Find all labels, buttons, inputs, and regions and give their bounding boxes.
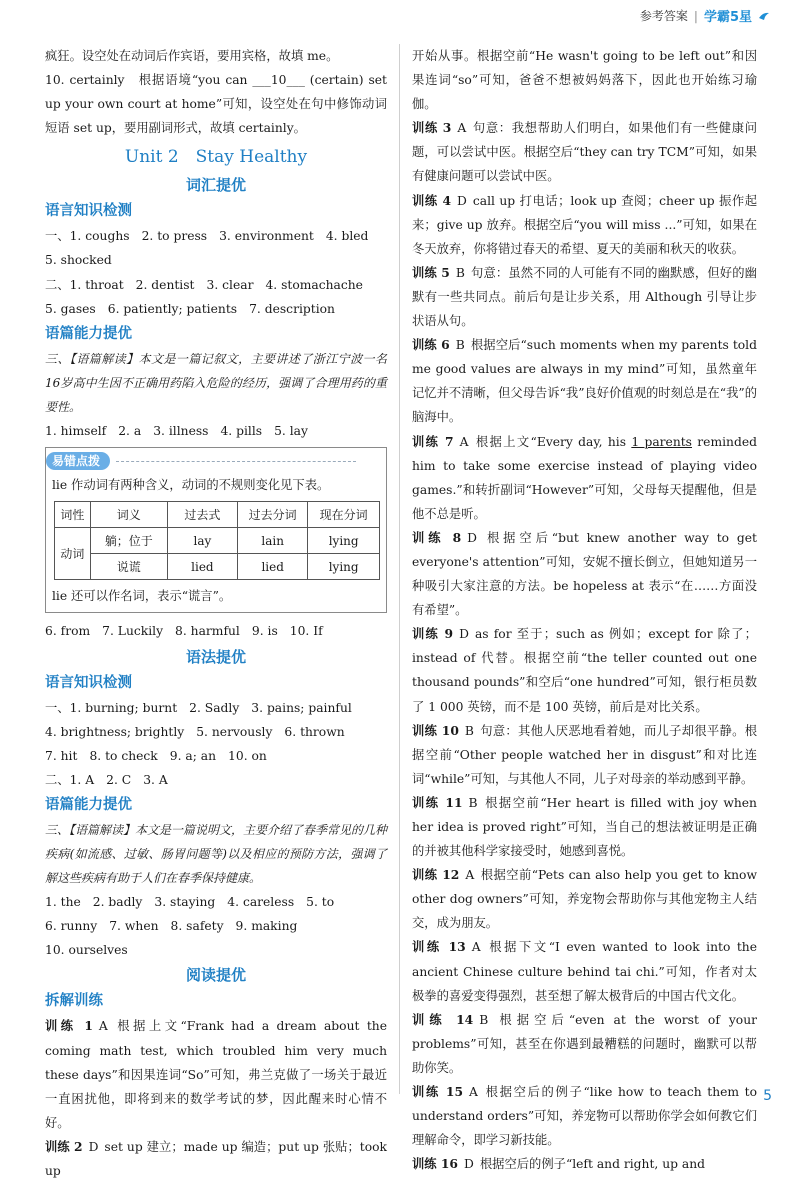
training-explanation: call up 打电话；look up 查阅；cheer up 振作起来；give up 放弃。根据空后“you will miss ...”可知，如果在冬天放弃，你将错过春天的希望、夏天的美丽和秋天的收获。 [412,193,758,256]
table-cell: lying [308,554,380,580]
training-label: 训练 10 [412,722,459,738]
table-header-cell: 过去分词 [238,502,308,528]
answer-item: 6. from [45,624,91,639]
training-explanation: as for 至于；such as 例如；except for 除了；instead of 代替。根据空前“the teller counted out one thousand pounds”和空后“one hundred”可知，银行柜员数了 1 000 英镑，而不是 100 英镑，前后是对比关系。 [412,627,757,714]
training-15 [412,1080,757,1152]
answer-item: 4. bled [325,229,369,244]
training-answer: D [88,1139,99,1154]
error-tip-badge: 易错点拨 [46,452,110,470]
answer-item: 2. a [118,424,142,439]
error-tip-box [45,447,387,613]
grammar-line-2 [45,720,387,744]
training-answer: B [464,723,474,738]
answer-item: 2. Sadly [189,700,240,715]
table-header-cell: 词性 [55,502,91,528]
answer-item: 5. gases [45,301,96,316]
tip-intro: lie 作动词有两种含义，动词的不规则变化见下表。 [52,478,330,493]
training-2 [45,1135,387,1183]
answer-item: 9. is [251,624,278,639]
training-answer: D [457,193,467,208]
tip-outro: lie 还可以作名词，表示“谎言”。 [52,589,232,604]
training-label: 训练 6 [412,337,450,353]
answer-item: 3. pains; painful [251,700,352,715]
training-answer: B [455,265,465,280]
table-header-cell: 过去式 [167,502,237,528]
training-answer: B [455,338,465,353]
grammar-passage-intro: 三、【语篇解读】本文是一篇说明文，主要介绍了春季常见的几种疾病(如流感、过敏、肠胃问题等)以及相应的预防方法，强调了解这些疾病有助于人们在春季保持健康。 [45,822,388,886]
table-cell: lay [167,528,237,554]
page-number: 5 [763,1088,772,1104]
answer-item: 7. Luckily [102,624,164,639]
grammar-line-3 [45,744,387,768]
answer-item: 一、1. burning; burnt [45,700,178,715]
answer-item: 二、1. A [45,772,95,787]
answer-item: 1. the [45,895,81,910]
answer-item: 2. to press [141,229,208,244]
training-explanation: 根据空前“Her heart is filled with joy when her idea is proved right”可知，当自己的想法被证明是正确的并被其他科学家接受时，她感到喜悦。 [412,795,757,859]
training-label: 训练 12 [412,867,460,883]
answer-item: 10. on [228,748,267,763]
training-10 [412,719,757,791]
answer-item: 3. clear [206,277,254,292]
training-label: 训练 14 [412,1011,474,1027]
brand-bird-icon [758,10,770,22]
column-divider [399,44,400,1094]
answer-item: 4. brightness; brightly [45,724,185,739]
training-label: 训练 13 [412,939,466,955]
training-7 [412,430,757,526]
intro-line-2: 10. certainly 根据语境“you can ___10___ (certain) set up your own court at home”可知，设空处在句中修饰动词短语 set up，要用副词形式，故填 certainly。 [45,73,387,136]
vocab-section-title: 词汇提优 [185,176,246,195]
training-answer: A [469,1085,478,1100]
training-explanation: set up 建立；made up 编造；put up 张贴；took up [45,1139,387,1178]
table-cell: 说谎 [90,554,167,580]
training-label: 训练 4 [412,192,452,208]
training-5 [412,261,757,333]
answer-item: 6. runny [45,919,98,934]
training-answer: B [479,1012,489,1027]
table-header-cell: 现在分词 [308,502,380,528]
answer-item: 6. thrown [284,724,345,739]
vocab-part2 [45,273,387,321]
answer-item: 7. when [109,919,159,934]
table-row [55,528,380,554]
answer-item: 5. to [306,895,335,910]
header-separator: | [693,8,698,23]
answer-item: 4. careless [227,895,295,910]
training-6 [412,333,757,429]
grammar-check-title: 语言知识检测 [45,674,132,691]
training-answer: A [457,121,467,136]
answer-item: 10. If [289,624,323,639]
training-8 [412,526,757,622]
answer-item: 2. C [106,772,132,787]
training-14 [412,1008,757,1080]
grammar-passage-title: 语篇能力提优 [45,796,132,813]
answer-item: 5. lay [274,424,308,439]
answer-item: 3. illness [153,424,209,439]
training-label: 训练 8 [412,529,462,545]
training-explanation: 句意：其他人厌恶地看着她，而儿子却很平静。根据空前“Other people watched her in disgust”和对比连词“while”可知，与其他人不同，儿子对母亲的举动感到平静。 [412,723,757,786]
training-11 [412,791,757,863]
answer-item: 2. dentist [135,277,195,292]
table-cell: lied [238,554,308,580]
table-cell: 躺；位于 [90,528,167,554]
lang-check-title: 语言知识检测 [45,203,132,220]
training-answer: A [465,868,475,883]
lie-verb-table [54,501,380,580]
training-13 [412,935,757,1007]
answer-item: 一、1. coughs [45,229,130,244]
training-label: 训练 3 [412,120,452,136]
header-label: 参考答案 [639,9,688,23]
answer-item: 7. description [249,301,335,316]
table-cell: lied [167,554,237,580]
table-row [55,554,380,580]
training-3 [412,116,757,188]
table-cell: lying [308,528,380,554]
answer-item: 9. a; an [169,748,217,763]
training-explanation: 句意：我想帮助人们明白，如果他们有一些健康问题，可以尝试中医。根据空后“they can try TCM”可知，如果有健康问题可以尝试中医。 [412,121,757,184]
grammar-section-title: 语法提优 [185,647,246,666]
passage-intro: 三、【语篇解读】本文是一篇记叙文，主要讲述了浙江宁波一名16岁高中生因不正确用药陷入危险的经历，强调了合理用药的重要性。 [45,351,387,414]
training-1 [45,1014,387,1134]
training-answer: D [459,627,469,642]
right-column [412,44,757,1176]
answer-item: 5. nervously [196,724,273,739]
training-answer: A [459,434,469,449]
answer-item: 6. patiently; patients [107,301,238,316]
vocab-part1 [45,224,387,272]
training-explanation: 根据空后“such moments when my parents told me good values are always in my mind”可知，虽然童年记忆并不清晰，但父母告诉“我”良好价值观的时刻总是在“我”的脑海中。 [412,338,757,425]
answer-item: 7. hit [45,748,78,763]
training-explanation: 根据下文“I even wanted to look into the ancient Chinese culture behind tai chi.”可知，作者对太极拳的喜爱变得强烈，甚至想了解太极背后的中国古代文化。 [412,940,757,1003]
training-16 [412,1152,757,1176]
answer-item: 8. to check [89,748,158,763]
training-4 [412,189,757,261]
training-label: 训练 2 [45,1138,83,1154]
split-training-title: 拆解训练 [45,993,103,1010]
training-explanation-cont: reminded him to take some exercise instead of playing video games.”和转折副词“However”可知，父母每天提醒他，但是他不总是听。 [412,434,757,521]
training-explanation: 句意：虽然不同的人可能有不同的幽默感，但好的幽默有一些共同点。前后句是让步关系，用 Although 引导让步状语从句。 [412,265,757,329]
training-answer: D [467,530,478,545]
training-explanation: 根据空前“Pets can also help you get to know other dog owners”可知，养宠物会帮助你与其他宠物主人结交，成为朋友。 [412,868,757,931]
table-header-cell: 词义 [90,502,167,528]
training-explanation: 根据空后的例子“like how to teach them to understand orders”可知，养宠物可以帮助你学会如何教它们理解命令，即学习新技能。 [412,1085,757,1148]
reading-section-title: 阅读提优 [185,966,246,985]
answer-item: 3. environment [219,229,314,244]
training-explanation: 根据空后的例子“left and right, up and [479,1157,706,1172]
intro-line-1: 疯狂。设空处在动词后作宾语，要用宾格，故填 me。 [45,49,339,63]
training-12 [412,863,757,935]
training-label: 训练 16 [412,1156,458,1172]
training-label: 训练 15 [412,1084,464,1100]
training-answer: D [464,1157,474,1172]
table-cell-pos: 动词 [55,528,91,580]
passage-answers-1 [45,419,387,443]
answer-item: 8. safety [170,919,224,934]
underlined-text: 1 parents [631,434,692,449]
tip-dashed-line [116,461,356,462]
passage-answers-2 [45,619,387,643]
table-header-row [55,502,380,528]
answer-item: 1. himself [45,424,107,439]
training-label: 训练 7 [412,433,454,449]
answer-item: 4. pills [220,424,263,439]
answer-item: 二、1. throat [45,277,124,292]
answer-item: 10. ourselves [45,943,128,958]
grammar-line-4 [45,768,387,792]
training-explanation: 根据空后“even at the worst of your problems”可知，甚至在你遇到最糟糕的问题时，幽默可以帮助你笑。 [412,1012,758,1075]
answer-item: 3. staying [154,895,216,910]
grammar-line-1 [45,696,387,720]
training-explanation: 根据空后“but knew another way to get everyone's attention”可知，安妮不擅长倒立，但她知道另一种吸引大家注意的方法。be hopeless at 表示“在……方面没有希望”。 [412,530,757,618]
answer-item: 2. badly [92,895,143,910]
answer-item: 3. A [143,772,168,787]
training-answer: A [98,1019,108,1034]
continuation-text: 开始从事。根据空前“He wasn't going to be left out”和因果连词“so”可知，爸爸不想被妈妈落下，因此也开始练习瑜伽。 [412,49,757,112]
training-label: 训练 5 [412,264,450,280]
answer-item: 9. making [235,919,298,934]
training-label: 训练 1 [45,1018,93,1034]
answer-item: 5. shocked [45,253,112,268]
answer-item: 8. harmful [175,624,240,639]
training-answer: B [468,795,478,810]
training-label: 训练 11 [412,794,463,810]
grammar-answers-1 [45,890,387,914]
answer-item: 4. stomachache [265,277,363,292]
training-explanation: 根据上文“Frank had a dream about the coming math test, which troubled him very much these days”和因果连词“So”可知，弗兰克做了一场关于最近一直困扰他，即将到来的数学考试的梦，因此醒来时心情不好。 [45,1019,387,1130]
table-cell: lain [238,528,308,554]
training-label: 训练 9 [412,626,454,642]
training-explanation: 根据上文“Every day, his [474,434,627,449]
left-column [45,44,387,1183]
brand-logo: 学霸5星 [703,10,752,25]
grammar-answers-2 [45,914,387,962]
training-answer: A [471,940,481,955]
unit-title: Unit 2 Stay Healthy [124,147,308,168]
page-header [640,6,770,25]
passage-ability-title: 语篇能力提优 [45,325,132,342]
training-9 [412,622,757,718]
